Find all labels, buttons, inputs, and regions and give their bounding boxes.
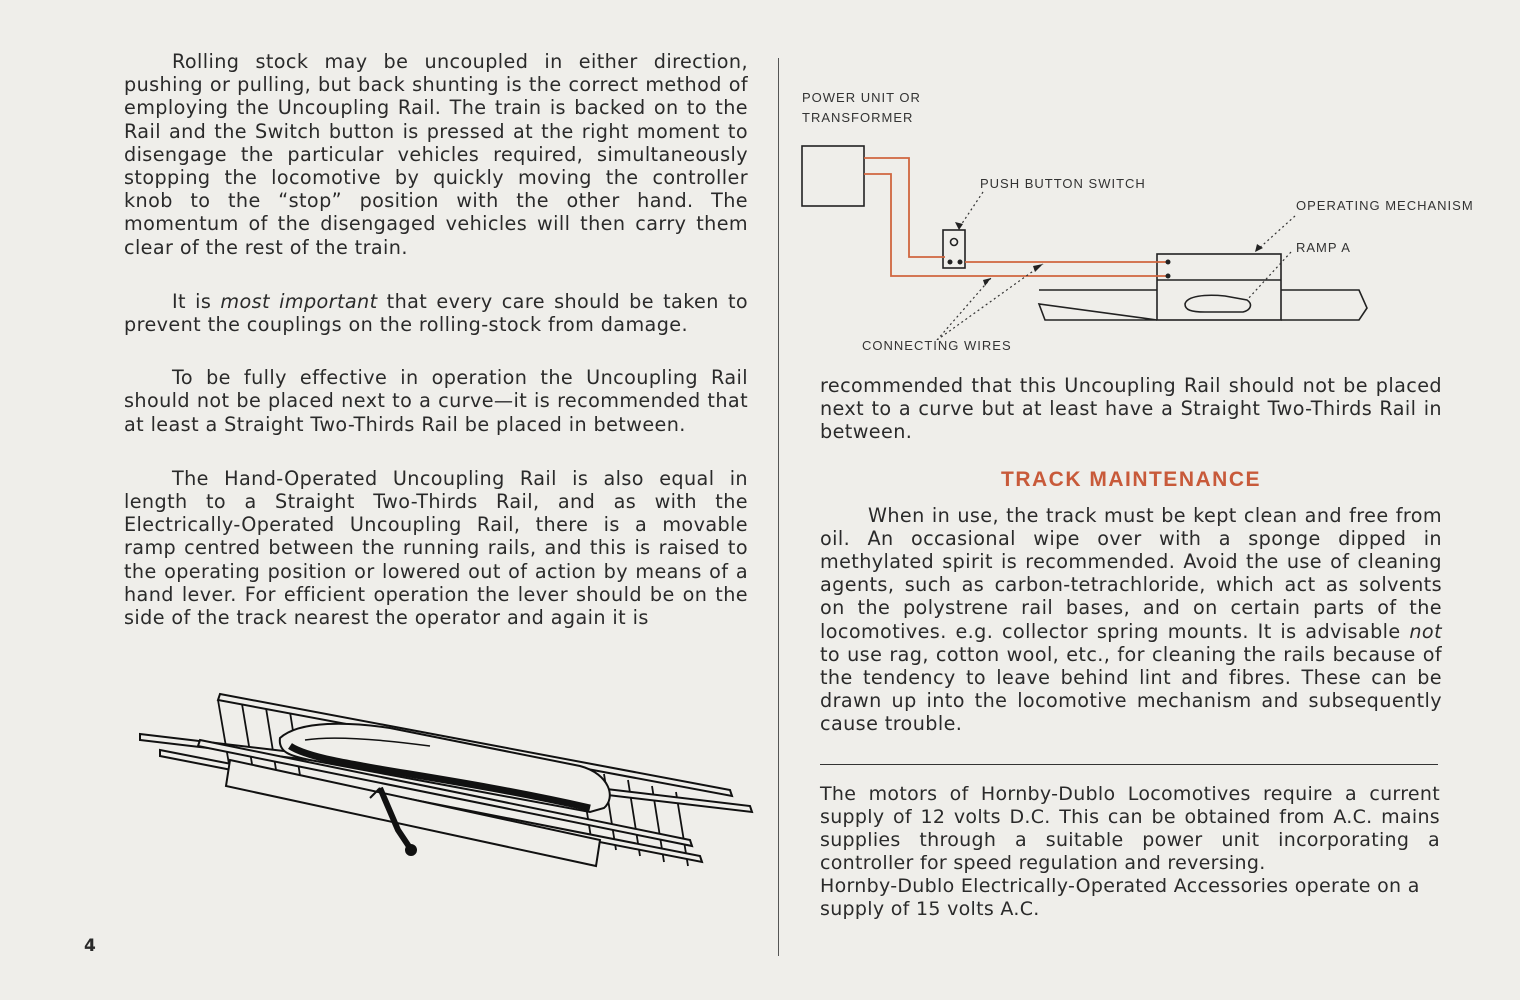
label-ramp-a: RAMP A bbox=[1296, 240, 1351, 255]
emphasis-text: not bbox=[1409, 619, 1442, 643]
label-line: TRANSFORMER bbox=[802, 110, 914, 125]
emphasis-text: most important bbox=[220, 289, 378, 313]
column-divider bbox=[778, 58, 779, 956]
note-paragraph-accessories: Hornby-Dublo Electrically-Operated Accessories operate on a supply of 15 volts A.C. bbox=[820, 875, 1420, 920]
note-paragraph-motors: The motors of Hornby-Dublo Locomotives require a current supply of 12 volts D.C. This can be obtained from A.C. mains supplies through a suitable power unit incorporating a controller for speed regulation and reversing. bbox=[820, 783, 1440, 874]
label-power-unit bbox=[802, 90, 921, 125]
right-column bbox=[820, 374, 1442, 736]
left-column bbox=[124, 50, 748, 629]
text-span: to use rag, cotton wool, etc., for cleaning the rails because of the tendency to leave behind lint and fibres. These can be drawn up into the locomotive mechanism and subsequently cause trouble. bbox=[820, 642, 1442, 736]
power-unit-box bbox=[802, 146, 864, 206]
operating-mechanism-box bbox=[1157, 254, 1281, 320]
text-span: that every care should be taken to prevent the couplings on the rolling-stock from damage. bbox=[124, 289, 749, 337]
section-divider bbox=[820, 764, 1438, 765]
label-line: POWER UNIT OR bbox=[802, 90, 921, 105]
page-number: 4 bbox=[84, 936, 96, 956]
paragraph-hand-operated: The Hand-Operated Uncoupling Rail is also equal in length to a Straight Two-Thirds Rail, and as with the Electrically-Operated Uncoupling Rail, there is a movable ramp centred between the running rails, and this is raised to the operating position or lowered out of action by means of a hand lever. For efficient operation the lever should be on the side of the track nearest the operator and again it is bbox=[124, 466, 748, 630]
paragraph-continuation: recommended that this Uncoupling Rail should not be placed next to a curve but at least have a Straight Two-Thirds Rail in between. bbox=[820, 374, 1442, 444]
text-span: When in use, the track must be kept clean and free from oil. An occasional wipe over with a sponge dipped in methylated spirit is recommended. Avoid the use of cleaning agents, such as carbon-tetrachloride, which act as solvents on the polystrene rail bases, and on certain parts of the locomotives. e.g. collector spring mounts. It is advisable bbox=[820, 503, 1442, 643]
label-operating-mechanism: OPERATING MECHANISM bbox=[1296, 198, 1474, 213]
paragraph-most-important bbox=[124, 290, 748, 336]
power-supply-note bbox=[820, 783, 1440, 921]
paragraph-track-maintenance bbox=[820, 504, 1442, 736]
label-push-button-switch: PUSH BUTTON SWITCH bbox=[980, 176, 1146, 191]
label-connecting-wires: CONNECTING WIRES bbox=[862, 338, 1012, 353]
paragraph-curve-placement: To be fully effective in operation the Uncoupling Rail should not be placed next to a curve—it is recommended that at least a Straight Two-Thirds Rail be placed in between. bbox=[124, 366, 748, 436]
heading-track-maintenance: TRACK MAINTENANCE bbox=[1001, 467, 1261, 491]
text-span: It is bbox=[172, 289, 221, 313]
hand-operated-uncoupling-rail-illustration bbox=[130, 680, 770, 890]
paragraph-back-shunting: Rolling stock may be uncoupled in either direction, pushing or pulling, but back shunting is the correct method of employing the Uncoupling Rail. The train is backed on to the Rail and the Switch button is pressed at the right moment to disengage the particular vehicles required, simultaneously stopping the locomotive by quickly moving the controller knob to the “stop” position with the other hand. The momentum of the disengaged vehicles will then carry them clear of the rest of the train. bbox=[124, 50, 748, 259]
